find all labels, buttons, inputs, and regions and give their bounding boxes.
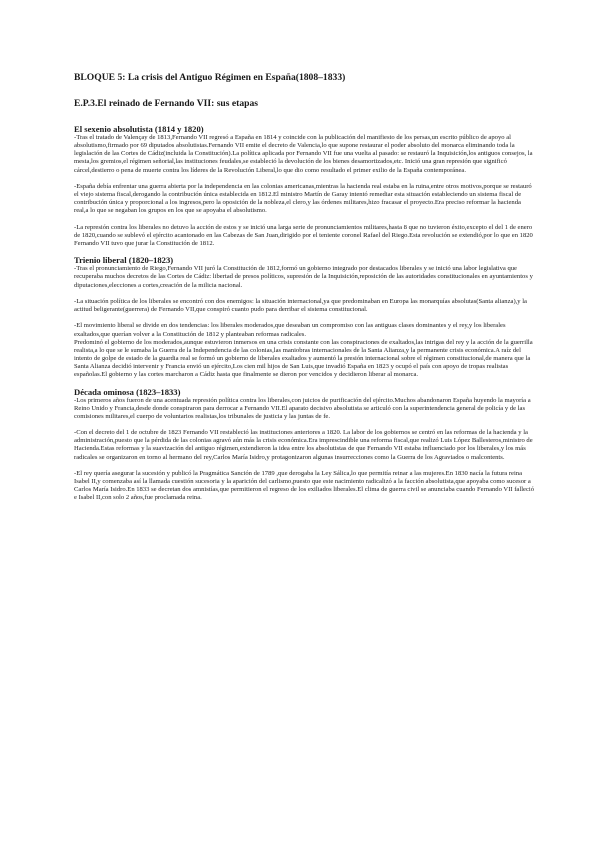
section-sexenio: [74, 124, 534, 248]
paragraph: -La represión contra los liberales no detuvo la acción de estos y se inició una larga serie de pronunciamientos militares,hasta 8 que no tuvieron éxito,excepto el del 1 de enero de 1820,cuando se sublevó el ejército acantonado en las Cabezas de San Juan,dirigido por el teniente coronel Rafael del Riego.Esta revolución se extendió,por lo que en 1820 Fernando VII tuvo que jurar la Constitución de 1812.: [74, 223, 533, 248]
paragraph: -El rey quería asegurar la sucesión y publicó la Pragmática Sanción de 1789 ,que derogaba la Ley Sálica,lo que permitía reinar a las mujeres.En 1830 nacía la futura reina Isabel II,y comenzaba así la llamada cuestión sucesoria y la aparición del carlismo,puesto que este nacimiento radicalizó a la facción absolutista,que apoyaba como sucesor a Carlos María Isidro.En 1833 se decretan dos amnistías,que permitieron el regreso de los exiliados liberales.El clima de guerra civil se anunciaba cuando Fernando VII falleció e Isabel II,con solo 2 años,fue proclamada reina.: [74, 469, 535, 502]
block-title: BLOQUE 5: La crisis del Antiguo Régimen en España(1808–1833): [74, 72, 346, 83]
paragraph: -Con el decreto del 1 de octubre de 1823 Fernando VII restableció las instituciones anteriores a 1820. La labor de los gobiernos se centró en las reformas de la hacienda y la administración,puesto que la pérdida de las colonias agravó aún más la crisis económica.Era imprescindible una reforma fiscal,que realizó Luis López Ballesteros,ministro de Hacienda.Estas reformas y la suavización del antiguo régimen,extendieron la idea entre los absolutistas de que Fernando VII estaba influenciado por los liberales,y los más radicales se organizaron en torno al hermano del rey,Carlos María Isidro,y protagonizaron algunas insurrecciones como la Guerra de los Agraviados o malcontents.: [74, 429, 533, 461]
section-decada: [74, 387, 534, 503]
paragraph: -Tras el pronunciamiento de Riego,Fernando VII juró la Constitución de 1812,formó un gobierno integrado por destacados liberales y se inició una labor legislativa que recuperaba muchos decretos de las Cortes de Cádiz: libertad de presos políticos, supresión de la Inquisición,reposición de las autoridades constitucionales en ayuntamientos y diputaciones,elecciones a cortes,creación de la milicia nacional.: [74, 265, 533, 289]
paragraph: -Tras el tratado de Valençay de 1813,Fernando VII regresó a España en 1814 y coincide con la publicación del manifiesto de los persas,un escrito público de apoyo al absolutismo,firmado por 69 diputados absolutistas.Fernando VII emite el decreto de Valencia,lo que supone restaurar el poder absoluto del monarca eliminando toda la legislación de las Cortes de Cádiz(incluida la Constitución).La política aplicada por Fernando VII fue una vuelta al pasado: se restauró la Inquisición,los antiguos consejos, la mesta,los gremios,el régimen señorial,las instituciones feudales,se estableció la devolución de los bienes desamortizados,etc. Inició una gran represión que significó cárcel,destierro o pena de muerte contra los líderes de la Revolución Liberal,lo que dio como resultado el primer exilio de la España contemporánea.: [74, 134, 533, 174]
paragraph: -El movimiento liberal se divide en dos tendencias: los liberales moderados,que deseaban un compromiso con las antiguas clases dominantes y el rey,y los liberales exaltados,que querían volver a la Constitución de 1812 y planteaban reformas radicales. Predominó el gobierno de los moderados,aunque estuvieron inmersos en una crisis constante con las conspiraciones de exaltados,las intrigas del rey y la acción de la guerrilla realista,a lo que se le sumaba la Guerra de la Independencia de las colonias,las maniobras internacionales de la Santa Alianza,y la permanente crisis económica.A raíz del intento de golpe de estado de la guardia real se formó un gobierno de liberales exaltados y aumentó la presión internacional sobre el régimen constitucional,de manera que la Santa Alianza decidió intervenir y Francia envió un ejército,Los cien mil hijos de San Luis,que invadió España en 1823 y ocupó el país con apoyo de tropas realistas españolas.El gobierno y las cortes marcharon a Cádiz hasta que finalmente se dieron por vencidos y decidieron liberar al monarca.: [74, 322, 533, 379]
paragraph: -La situación política de los liberales se encontró con dos enemigos: la situación internacional,ya que predominaban en Europa las monarquías absolutas(Santa alianza),y la actitud beligerante(guerrera) de Fernando VII,que conspiró cuanto pudo para derribar el sistema constitucional.: [74, 297, 527, 314]
paragraph: -Los primeros años fueron de una acentuada represión política contra los liberales,con juicios de purificación del ejército.Muchos abandonaron España huyendo la mayoría a Reino Unido y Francia,desde donde conspiraron para derrocar a Fernando VII.El aparato decisivo absolutista se articuló con la superintendencia general de policía y de las comisiones militares,el cuerpo de voluntarios realistas,los tribunales de justicia y las juntas de fe.: [74, 396, 531, 420]
ep-title: E.P.3.El reinado de Fernando VII: sus etapas: [74, 98, 259, 109]
paragraph: -España debía enfrentar una guerra abierta por la independencia en las colonias americanas,mientras la hacienda real estaba en la ruina,entre otros motivos,porque se restauró el viejo sistema fiscal,derogando la contribución única establecida en 1812.El ministro Martín de Garay intentó remediar esta situación estableciendo un sistema fiscal de contribución única y proporcional a los ingresos,pero la oposición de la nobleza,el clero,y las órdenes militares,hizo fracasar el proyecto.Era preciso reformar la hacienda real,a lo que se negaban los grupos en los que se apoyaba el absolutismo.: [74, 182, 532, 215]
section-heading: Trienio liberal (1820–1823): [74, 255, 174, 266]
section-trienio: [74, 255, 534, 379]
section-heading: El sexenio absolutista (1814 y 1820): [74, 124, 204, 134]
document-content: [74, 72, 534, 510]
section-heading: Década ominosa (1823–1833): [74, 386, 181, 397]
